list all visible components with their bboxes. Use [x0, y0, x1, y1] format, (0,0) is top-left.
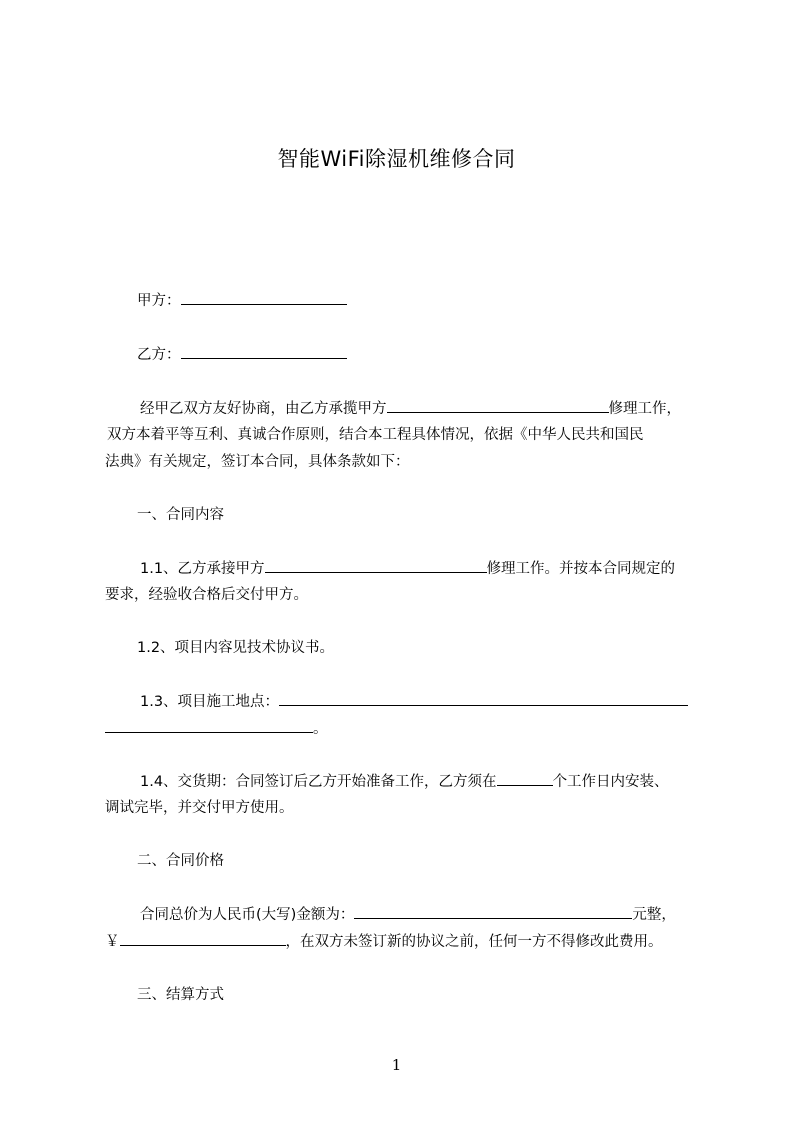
clause-1-1-line-1 — [140, 558, 675, 579]
section-3-heading: 三、结算方式 — [137, 987, 224, 1003]
price-words-blank[interactable] — [354, 904, 632, 919]
clause-1-3-line-1 — [140, 691, 688, 712]
price-line-1 — [140, 904, 676, 925]
price-number-blank[interactable] — [120, 931, 286, 946]
clause-1-3-line-2 — [105, 718, 328, 739]
site-address-blank-2[interactable] — [105, 718, 313, 733]
clause-1-1-line-2: 要求，经验收合格后交付甲方。 — [105, 587, 308, 603]
intro-line-1 — [140, 398, 681, 419]
yen-symbol: ￥ — [105, 934, 120, 950]
party-a-line — [137, 290, 347, 311]
section-1-heading: 一、合同内容 — [137, 507, 224, 523]
intro-tail-1: 修理工作， — [608, 401, 681, 417]
clause-1-4-text: 1.4、交货期：合同签订后乙方开始准备工作，乙方须在 — [140, 774, 497, 790]
clause-1-4-line-2: 调试完毕，并交付甲方使用。 — [105, 800, 294, 816]
clause-1-1-blank[interactable] — [265, 558, 487, 573]
repair-item-blank[interactable] — [387, 398, 609, 413]
clause-1-3-end: 。 — [313, 721, 328, 737]
price-note: ，在双方未签订新的协议之前，任何一方不得修改此费用。 — [285, 934, 663, 950]
site-address-blank-1[interactable] — [279, 691, 688, 706]
price-line-2 — [105, 931, 663, 952]
clause-1-1-text: 1.1、乙方承接甲方 — [140, 561, 265, 577]
document-title: 智能WiFi除湿机维修合同 — [277, 147, 516, 171]
price-text: 合同总价为人民币(大写)金额为： — [140, 907, 355, 923]
workdays-blank[interactable] — [497, 771, 553, 786]
party-b-label: 乙方： — [137, 347, 181, 363]
party-b-blank[interactable] — [181, 344, 347, 359]
page-number: 1 — [391, 1056, 402, 1074]
section-2-heading: 二、合同价格 — [137, 853, 224, 869]
party-a-blank[interactable] — [181, 290, 347, 305]
intro-line-3: 法典》有关规定，签订本合同，具体条款如下： — [105, 454, 410, 470]
party-a-label: 甲方： — [137, 293, 181, 309]
price-unit: 元整， — [632, 907, 676, 923]
clause-1-1-tail: 修理工作。并按本合同规定的 — [486, 561, 676, 577]
intro-line-2: 双方本着平等互利、真诚合作原则，结合本工程具体情况，依据《中华人民共和国民 — [107, 427, 644, 443]
party-b-line — [137, 344, 347, 365]
clause-1-4-line-1 — [140, 771, 669, 792]
clause-1-2: 1.2、项目内容见技术协议书。 — [137, 640, 335, 656]
clause-1-4-tail: 个工作日内安装、 — [552, 774, 669, 790]
clause-1-3-text: 1.3、项目施工地点： — [140, 694, 280, 710]
intro-text-1: 经甲乙双方友好协商，由乙方承揽甲方 — [140, 401, 387, 417]
